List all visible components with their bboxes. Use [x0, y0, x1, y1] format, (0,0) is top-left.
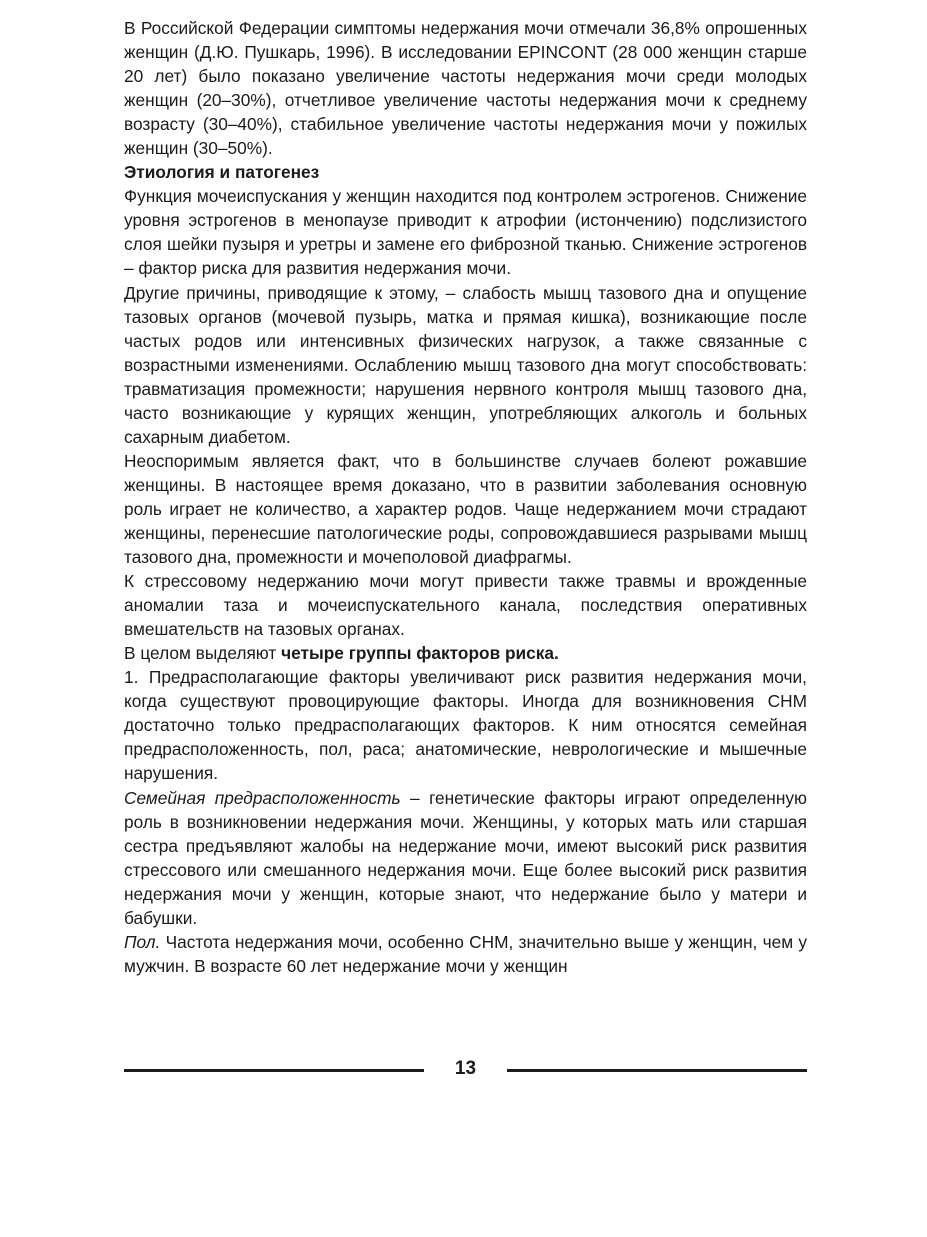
paragraph-childbirth: Неоспоримым является факт, что в большинстве случаев болеют рожавшие женщины. В настоящее время доказано, что в развитии заболевания основную роль играет не количество, а характер родов. Чаще недержанием мочи страдают женщины, перенесшие патологические роды, сопровождавшиеся разрывами мышц тазового дна, промежности и мочеполовой диафрагмы.: [124, 450, 807, 568]
paragraph-stress-incontinence: К стрессовому недержанию мочи могут привести также травмы и врожденные аномалии таза и мочеиспускательного канала, последствия оперативных вмешательств на тазовых органах.: [124, 571, 807, 640]
footer-rule-left: [124, 1069, 424, 1072]
paragraph-family-predisposition: [124, 786, 807, 930]
paragraph-risk-groups: [124, 641, 807, 665]
footer-rule-right: [507, 1069, 807, 1072]
sex-text: Частота недержания мочи, особенно СНМ, значительно выше у женщин, чем у мужчин. В возрасте 60 лет недержание мочи у женщин: [124, 931, 807, 976]
page-footer: [124, 1054, 807, 1084]
risk-groups-prefix: В целом выделяют: [124, 643, 282, 664]
risk-groups-emphasis: четыре группы факторов риска.: [281, 643, 559, 664]
paragraph-other-causes: Другие причины, приводящие к этому, – слабость мышц тазового дна и опущение тазовых органов (мочевой пузырь, матка и прямая кишка), возникающие после частых родов или интенсивных физических нагрузок, а также связанные с возрастными изменениями. Ослаблению мышц тазового дна могут способствовать: травматизация промежности; нарушения нервного контроля мышц тазового дна, часто возникающие у курящих женщин, употребляющих алкоголь и больных сахарным диабетом.: [124, 282, 807, 447]
family-predisposition-text: – генетические факторы играют определенную роль в возникновении недержания мочи. Женщины, у которых мать или старшая сестра предъявляют жалобы на недержание мочи, имеют высокий риск развития стрессового или смешанного недержания мочи. Еще более высокий риск развития недержания мочи у женщин, которые знают, что недержание было у матери и бабушки.: [124, 787, 807, 928]
document-page: [124, 16, 807, 978]
page-number: 13: [454, 1058, 477, 1079]
paragraph-prevalence: В Российской Федерации симптомы недержания мочи отмечали 36,8% опрошенных женщин (Д.Ю. Пушкарь, 1996). В исследовании EPINCONT (28 000 женщин старше 20 лет) было показано увеличение частоты недержания мочи среди молодых женщин (20–30%), отчетливое увеличение частоты недержания мочи к среднему возрасту (30–40%), стабильное увеличение частоты недержания мочи у пожилых женщин (30–50%).: [124, 18, 807, 159]
section-heading-etiology: Этиология и патогенез: [124, 162, 320, 183]
paragraph-estrogen: Функция мочеиспускания у женщин находится под контролем эстрогенов. Снижение уровня эстрогенов в менопаузе приводит к атрофии (истончению) подслизистого слоя шейки пузыря и уретры и замене его фиброзной тканью. Снижение эстрогенов – фактор риска для развития недержания мочи.: [124, 186, 807, 279]
sex-term: Пол.: [124, 931, 161, 952]
family-predisposition-term: Семейная предрасположенность: [124, 787, 401, 808]
paragraph-predisposing-factors: 1. Предрасполагающие факторы увеличивают риск развития недержания мочи, когда существуют провоцирующие факторы. Иногда для возникновения СНМ достаточно только предрасполагающих факторов. К ним относятся семейная предрасположенность, пол, раса; анатомические, неврологические и мышечные нарушения.: [124, 667, 807, 784]
paragraph-sex: [124, 930, 807, 978]
